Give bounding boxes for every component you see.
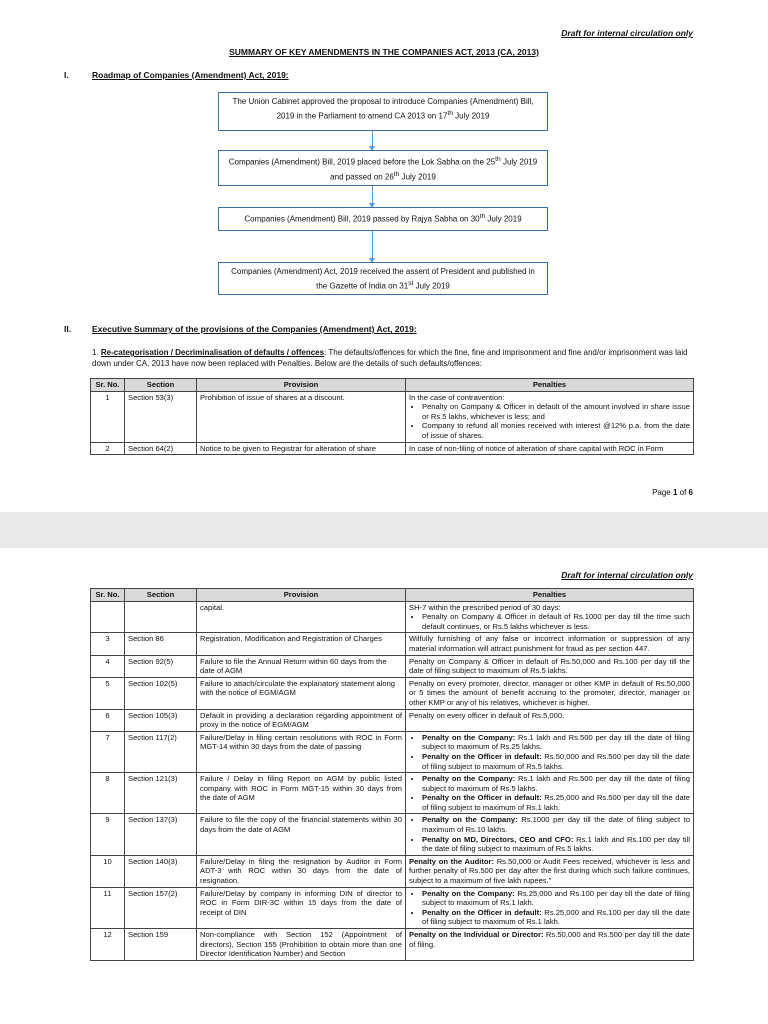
cell-penalties: Penalty on the Individual or Director: Rs.50,000 and Rs.500 per day till the date of filing. [406, 929, 694, 961]
cell-section: Section 102(5) [125, 677, 197, 709]
section-2-heading [64, 324, 417, 334]
cell-section: Section 157(2) [125, 887, 197, 928]
cell-provision: Failure to file the copy of the financial statements within 30 days from the date of AGM [197, 814, 406, 855]
cell-penalties: Penalty on the Auditor: Rs.50,000 or Audit Fees received, whichever is less and further penalty of Rs.500 per day after the first during which such failure continues, subject to a maximum of five lakh rupees." [406, 855, 694, 887]
cell-section: Section 64(2) [125, 442, 197, 455]
amendments-table [90, 378, 694, 455]
cell-provision: Default in providing a declaration regarding appointment of proxy in the notice of EGM/AGM [197, 709, 406, 731]
cell-provision: Registration, Modification and Registration of Charges [197, 633, 406, 655]
amendments-table-continued [90, 588, 694, 961]
cell-provision: Notice to be given to Registrar for alteration of share [197, 442, 406, 455]
table-row [91, 929, 694, 961]
table-row [91, 655, 694, 677]
header-sr-no: Sr. No. [91, 379, 125, 392]
cell-section: Section 105(3) [125, 709, 197, 731]
cell-sr: 8 [91, 773, 125, 814]
cell-section: Section 137(3) [125, 814, 197, 855]
cell-sr: 2 [91, 442, 125, 455]
table-row [91, 601, 694, 633]
flow-step-1: The Union Cabinet approved the proposal to introduce Companies (Amendment) Bill, 2019 in the Parliament to amend CA 2013 on 17th July 2019 [218, 92, 548, 131]
cell-sr: 4 [91, 655, 125, 677]
cell-sr: 9 [91, 814, 125, 855]
header-provision: Provision [197, 379, 406, 392]
flow-arrow [372, 231, 373, 262]
table-row [91, 442, 694, 455]
cell-sr [91, 601, 125, 633]
header-provision: Provision [197, 589, 406, 602]
cell-sr: 7 [91, 731, 125, 772]
document-page-2 [0, 548, 768, 1024]
cell-penalties: In case of non-filing of notice of alteration of share capital with ROC in Form [406, 442, 694, 455]
cell-sr: 10 [91, 855, 125, 887]
section-number: II. [64, 324, 72, 334]
cell-penalties: • Penalty on the Company: Rs.1000 per day till the date of filing subject to maximum of Rs.10 lakhs. • Penalty on MD, Directors, CEO and CFO: Rs.1 lakh and Rs.100 per day till the date of filing subject to maximum of Rs.5 lakhs. [406, 814, 694, 855]
cell-penalties: SH-7 within the prescribed period of 30 days: • Penalty on Company & Officer in default of Rs.1000 per day till the time such default continues, or Rs.5 lakhs whichever is less. [406, 601, 694, 633]
point-text: : The defaults/offences for which the fine, fine and imprisonment and fine and/or imprisonment was laid down under CA, 2013 have now been replaced with Penalties. Below are the details of such defaults/offences: [92, 348, 688, 368]
table-row [91, 633, 694, 655]
cell-section: Section 159 [125, 929, 197, 961]
cell-penalties: Wilfully furnishing of any false or incorrect information or suppression of any material information will attract punishment for fraud as per section 447. [406, 633, 694, 655]
cell-sr: 11 [91, 887, 125, 928]
cell-section: Section 86 [125, 633, 197, 655]
cell-provision: Failure/Delay in filing certain resolutions with ROC in Form MGT-14 within 30 days from the date of passing [197, 731, 406, 772]
table-header-row [91, 379, 694, 392]
point-heading: Re-categorisation / Decriminalisation of defaults / offences [100, 348, 325, 357]
table-fragment-page-1 [0, 378, 768, 475]
cell-penalties: • Penalty on the Company: Rs.1 lakh and Rs.500 per day till the date of filing subject to maximum of Rs.5 lakhs. • Penalty on the Officer in default: Rs.25,000 and Rs.500 per day till the date of filing subject to maximum of Rs.1 lakh. [406, 773, 694, 814]
cell-provision: Failure to file the Annual Return within 60 days from the date of AGM [197, 655, 406, 677]
cell-section: Section 53(3) [125, 391, 197, 442]
header-section: Section [125, 589, 197, 602]
document-title: SUMMARY OF KEY AMENDMENTS IN THE COMPANIES ACT, 2013 (CA, 2013) [229, 47, 539, 57]
table-row [91, 391, 694, 442]
cell-provision: Prohibition of issue of shares at a discount. [197, 391, 406, 442]
table-row [91, 887, 694, 928]
cell-sr: 5 [91, 677, 125, 709]
cell-section: Section 92(5) [125, 655, 197, 677]
header-sr-no: Sr. No. [91, 589, 125, 602]
flow-arrow [372, 131, 373, 150]
page-number: Page 1 of 6 [652, 488, 693, 497]
cell-section: Section 140(3) [125, 855, 197, 887]
cell-penalties: Penalty on Company & Officer in default of Rs.50,000 and Rs.100 per day till the date of filing subject to maximum of Rs.5 lakhs. [406, 655, 694, 677]
section-title: Executive Summary of the provisions of the Companies (Amendment) Act, 2019: [92, 324, 417, 334]
cell-section: Section 121(3) [125, 773, 197, 814]
cell-provision: Failure / Delay in filing Report on AGM by public listed company with ROC in Form MGT-15 within 30 days from the date of AGM [197, 773, 406, 814]
table-continuation [0, 588, 768, 1024]
cell-section [125, 601, 197, 633]
cell-penalties: In the case of contravention: • Penalty on Company & Officer in default of the amount involved in share issue or Rs.5 lakhs, whichever is less; and • Company to refund all monies received with interest @12% p.a. from the date of issue of shares. [406, 391, 694, 442]
cell-provision: Non-compliance with Section 152 (Appointment of directors), Section 155 (Prohibition to obtain more than one Director Identification Number) and Section [197, 929, 406, 961]
table-row [91, 677, 694, 709]
table-header-row [91, 589, 694, 602]
cell-sr: 12 [91, 929, 125, 961]
table-row [91, 773, 694, 814]
cell-penalties: Penalty on every officer in default of Rs.5,000. [406, 709, 694, 731]
draft-note: Draft for internal circulation only [561, 570, 693, 580]
cell-sr: 6 [91, 709, 125, 731]
table-row [91, 709, 694, 731]
table-row [91, 814, 694, 855]
cell-sr: 3 [91, 633, 125, 655]
cell-provision: Failure/Delay in filing the resignation by Auditor in Form ADT-3 with ROC within 30 days from the date of resignation. [197, 855, 406, 887]
section-number: I. [64, 70, 69, 80]
section-title: Roadmap of Companies (Amendment) Act, 2019: [92, 70, 289, 80]
cell-penalties: • Penalty on the Company: Rs.1 lakh and Rs.500 per day till the date of filing subject to maximum of Rs.25 lakhs. • Penalty on the Officer in default: Rs.50,000 and Rs.500 per day till the date of filing subject to maximum of Rs.5 lakhs. [406, 731, 694, 772]
flow-step-3: Companies (Amendment) Bill, 2019 passed by Rajya Sabha on 30th July 2019 [218, 207, 548, 231]
table-row [91, 731, 694, 772]
cell-penalties: Penalty on every promoter, director, manager or other KMP in default of Rs.50,000 or 5 times the amount of benefit accruing to the promoter, director, manager or other KMP or any of his relatives, whichever is higher. [406, 677, 694, 709]
draft-note: Draft for internal circulation only [561, 28, 693, 38]
table-row [91, 855, 694, 887]
cell-provision: Failure to attach/circulate the explanatory statement along with the notice of EGM/AGM [197, 677, 406, 709]
header-penalties: Penalties [406, 379, 694, 392]
flow-arrow [372, 186, 373, 207]
cell-provision: capital. [197, 601, 406, 633]
section-1-heading [64, 70, 289, 80]
header-penalties: Penalties [406, 589, 694, 602]
header-section: Section [125, 379, 197, 392]
point-1-paragraph [92, 347, 693, 369]
cell-provision: Failure/Delay by company in informing DIN of director to ROC in Form DIR-3C within 15 days from the date of receipt of DIN [197, 887, 406, 928]
flow-step-2: Companies (Amendment) Bill, 2019 placed before the Lok Sabha on the 25th July 2019 and passed on 26th July 2019 [218, 150, 548, 186]
cell-sr: 1 [91, 391, 125, 442]
point-number: 1. [92, 348, 99, 357]
cell-section: Section 117(2) [125, 731, 197, 772]
flow-step-4: Companies (Amendment) Act, 2019 received the assent of President and published in the Gazette of India on 31st July 2019 [218, 262, 548, 295]
cell-penalties: • Penalty on the Company: Rs.25,000 and Rs.100 per day till the date of filing subject to maximum of Rs.1 lakh. • Penalty on the Officer in default: Rs.25,000 and Rs.100 per day till the date of filing subject to maximum of Rs.1 lakh. [406, 887, 694, 928]
